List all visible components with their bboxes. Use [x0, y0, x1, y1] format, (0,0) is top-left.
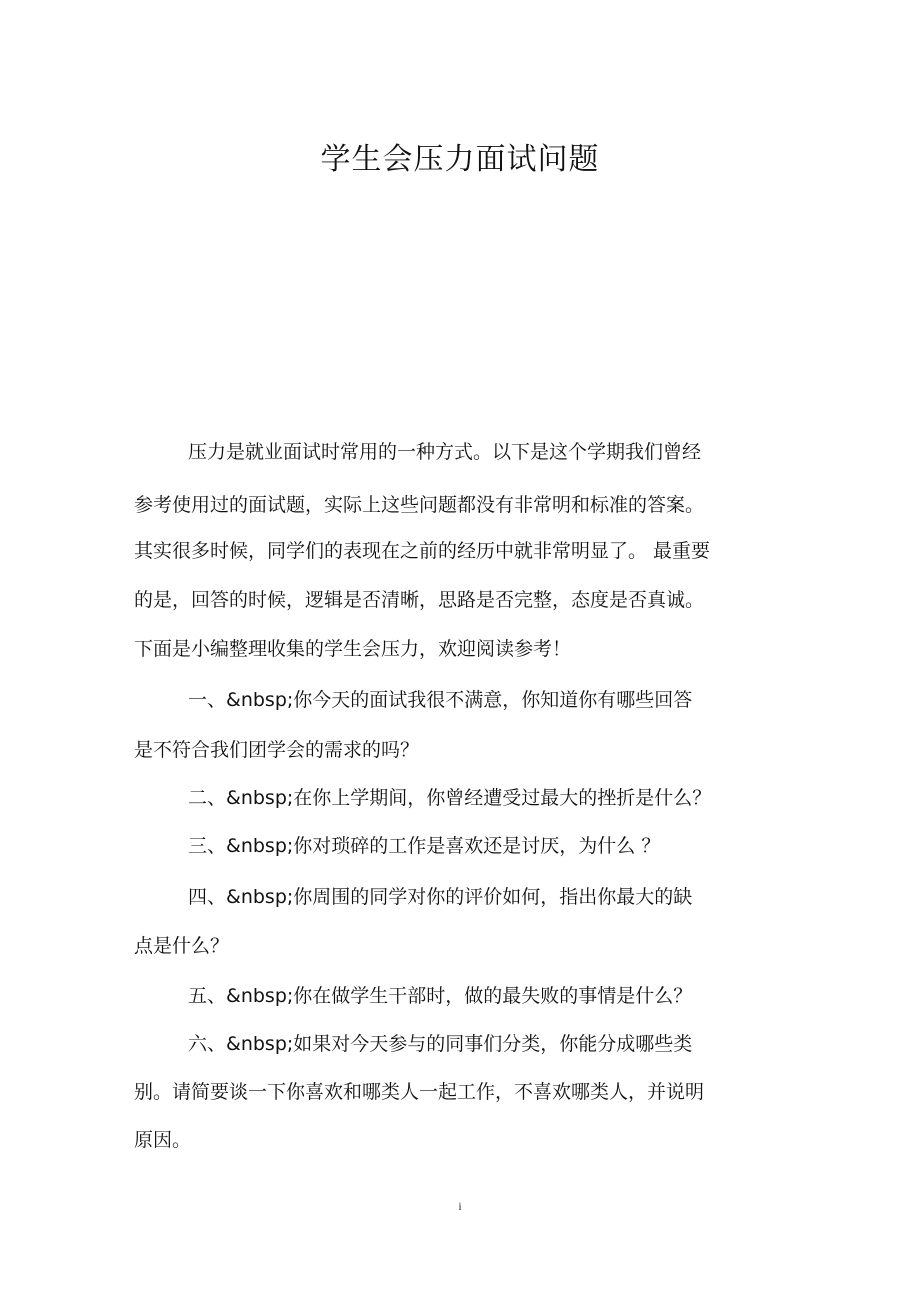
paragraph-line: 参考使用过的面试题，实际上这些问题都没有非常明和标准的答案。 — [134, 494, 705, 516]
question-2-line-1: 二、&nbsp;在你上学期间，你曾经遭受过最大的挫折是什么？ — [188, 787, 712, 809]
question-4-line-2: 点是什么？ — [134, 935, 230, 957]
paragraph-line: 的是，回答的时候，逻辑是否清晰，思路是否完整，态度是否真诚。 — [134, 589, 705, 611]
paragraph-line: 下面是小编整理收集的学生会压力，欢迎阅读参考！ — [134, 638, 572, 660]
question-4-line-1: 四、&nbsp;你周围的同学对你的评价如何，指出你最大的缺 — [188, 886, 693, 908]
question-1-line-1: 一、&nbsp;你今天的面试我很不满意，你知道你有哪些回答 — [188, 689, 693, 711]
question-6-line-2: 别。请简要谈一下你喜欢和哪类人一起工作，不喜欢哪类人，并说明 — [134, 1081, 705, 1103]
question-5-line-1: 五、&nbsp;你在做学生干部时，做的最失败的事情是什么？ — [188, 985, 693, 1007]
question-6-line-3: 原因。 — [134, 1129, 192, 1151]
question-1-line-2: 是不符合我们团学会的需求的吗？ — [134, 739, 420, 761]
question-3-line-1: 三、&nbsp;你对琐碎的工作是喜欢还是讨厌，为什么 ？ — [188, 835, 661, 857]
question-6-line-1: 六、&nbsp;如果对今天参与的同事们分类，你能分成哪些类 — [188, 1033, 693, 1055]
paragraph-line: 其实很多时候，同学们的表现在之前的经历中就非常明显了。 最重要 — [134, 540, 711, 562]
paragraph-line: 压力是就业面试时常用的一种方式。以下是这个学期我们曾经 — [188, 441, 702, 463]
page-number: i — [458, 1199, 462, 1213]
document-title: 学生会压力面试问题 — [320, 142, 600, 177]
